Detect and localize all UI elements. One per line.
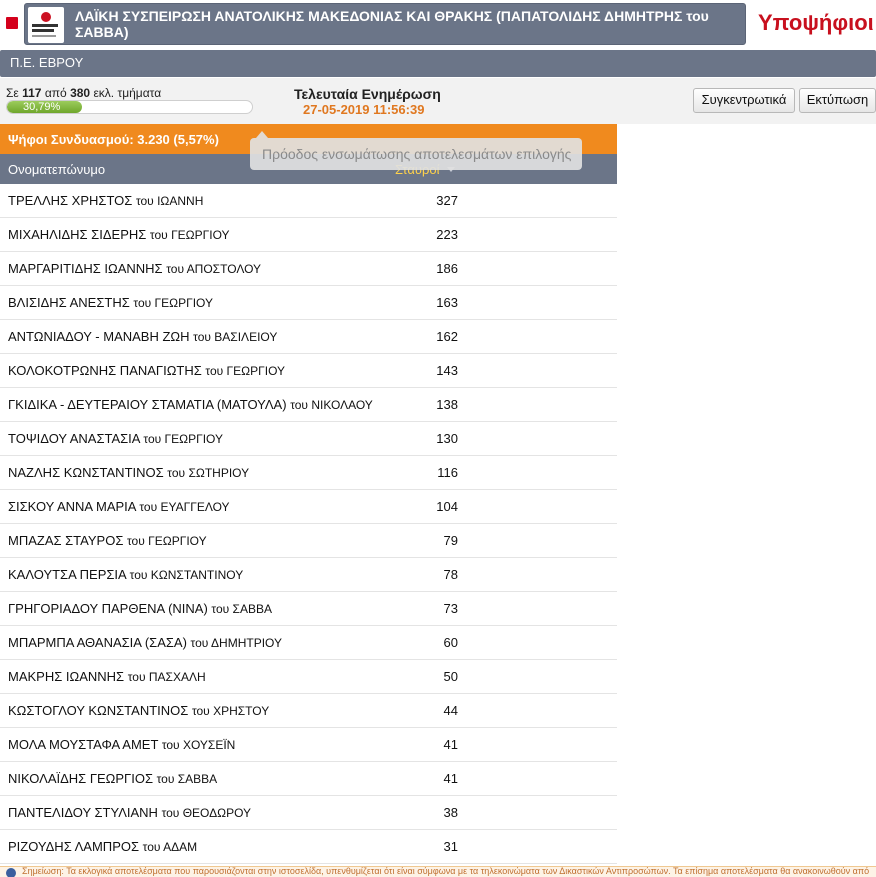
table-row — [0, 762, 617, 796]
candidate-name: ΝΙΚΟΛΑΪΔΗΣ ΓΕΩΡΓΙΟΣ του ΣΑΒΒΑ — [8, 771, 218, 786]
candidate-name: ΚΩΣΤΟΓΛΟΥ ΚΩΝΣΤΑΝΤΙΝΟΣ του ΧΡΗΣΤΟΥ — [8, 703, 270, 718]
summary-button[interactable]: Συγκεντρωτικά — [693, 88, 795, 113]
candidate-name: ΜΠΑΖΑΣ ΣΤΑΥΡΟΣ του ΓΕΩΡΓΙΟΥ — [8, 533, 207, 548]
party-banner — [24, 3, 746, 45]
table-row — [0, 354, 617, 388]
progress-bar — [6, 100, 253, 114]
notice-bar — [0, 866, 876, 877]
table-row — [0, 388, 617, 422]
table-row — [0, 660, 617, 694]
table-row — [0, 286, 617, 320]
party-color-marker — [6, 17, 18, 29]
candidate-votes: 73 — [443, 601, 458, 616]
candidate-name: ΤΟΨΙΔΟΥ ΑΝΑΣΤΑΣΙΑ του ΓΕΩΡΓΙΟΥ — [8, 431, 223, 446]
candidate-name: ΚΑΛΟΥΤΣΑ ΠΕΡΣΙΑ του ΚΩΝΣΤΑΝΤΙΝΟΥ — [8, 567, 244, 582]
table-row — [0, 626, 617, 660]
table-row — [0, 558, 617, 592]
last-update-datetime: 27-05-2019 11:56:39 — [303, 102, 425, 117]
table-row — [0, 320, 617, 354]
candidate-name: ΝΑΖΛΗΣ ΚΩΝΣΤΑΝΤΙΝΟΣ του ΣΩΤΗΡΙΟΥ — [8, 465, 250, 480]
table-row — [0, 252, 617, 286]
table-row — [0, 796, 617, 830]
progress-percent: 30,79% — [23, 101, 61, 113]
candidate-votes: 138 — [436, 397, 458, 412]
last-update-label: Τελευταία Ενημέρωση — [294, 86, 441, 102]
tooltip-text: Πρόοδος ενσωμάτωσης αποτελεσμάτων επιλογής — [262, 146, 572, 162]
candidate-name: ΜΠΑΡΜΠΑ ΑΘΑΝΑΣΙΑ (ΣΑΣΑ) του ΔΗΜΗΤΡΙΟΥ — [8, 635, 282, 650]
party-name: ΛΑΪΚΗ ΣΥΣΠΕΙΡΩΣΗ ΑΝΑΤΟΛΙΚΗΣ ΜΑΚΕΔΟΝΙΑΣ ΚΑΙ ΘΡΑΚΗΣ (ΠΑΠΑΤΟΛΙΔΗΣ ΔΗΜΗΤΡΗΣ του ΣΑΒΒΑ) — [75, 8, 709, 40]
status-strip — [0, 78, 876, 124]
candidate-name: ΣΙΣΚΟΥ ΑΝΝΑ ΜΑΡΙΑ του ΕΥΑΓΓΕΛΟΥ — [8, 499, 230, 514]
candidate-name: ΜΑΚΡΗΣ ΙΩΑΝΝΗΣ του ΠΑΣΧΑΛΗ — [8, 669, 206, 684]
region-bar — [0, 50, 876, 77]
region-label: Π.Ε. ΕΒΡΟΥ — [10, 55, 84, 70]
table-row — [0, 184, 617, 218]
candidate-name: ΒΛΙΣΙΔΗΣ ΑΝΕΣΤΗΣ του ΓΕΩΡΓΙΟΥ — [8, 295, 213, 310]
table-row — [0, 524, 617, 558]
candidate-votes: 327 — [436, 193, 458, 208]
table-row — [0, 456, 617, 490]
candidate-votes: 41 — [443, 737, 458, 752]
candidate-name: ΓΚΙΔΙΚΑ - ΔΕΥΤΕΡΑΙΟΥ ΣΤΑΜΑΤΙΑ (ΜΑΤΟΥΛΑ) του ΝΙΚΟΛΑΟΥ — [8, 397, 373, 412]
candidate-name: ΠΑΝΤΕΛΙΔΟΥ ΣΤΥΛΙΑΝΗ του ΘΕΟΔΩΡΟΥ — [8, 805, 252, 820]
candidate-name: ΓΡΗΓΟΡΙΑΔΟΥ ΠΑΡΘΕΝΑ (ΝΙΝΑ) του ΣΑΒΒΑ — [8, 601, 272, 616]
candidate-name: ΡΙΖΟΥΔΗΣ ΛΑΜΠΡΟΣ του ΑΔΑΜ — [8, 839, 198, 854]
candidate-votes: 60 — [443, 635, 458, 650]
page-header — [0, 0, 876, 48]
candidate-votes: 162 — [436, 329, 458, 344]
candidate-votes: 104 — [436, 499, 458, 514]
table-row — [0, 422, 617, 456]
progress-tooltip — [250, 138, 582, 170]
table-row — [0, 490, 617, 524]
candidate-votes: 41 — [443, 771, 458, 786]
column-header-name[interactable]: Ονοματεπώνυμο — [8, 162, 106, 177]
table-row — [0, 694, 617, 728]
candidate-votes: 44 — [443, 703, 458, 718]
candidate-votes: 50 — [443, 669, 458, 684]
candidates-table — [0, 184, 617, 864]
table-row — [0, 592, 617, 626]
sections-counted: 117 — [22, 86, 42, 100]
print-button[interactable]: Εκτύπωση — [799, 88, 876, 113]
candidate-votes: 186 — [436, 261, 458, 276]
candidate-votes: 79 — [443, 533, 458, 548]
candidate-votes: 78 — [443, 567, 458, 582]
candidate-name: ΜΙΧΑΗΛΙΔΗΣ ΣΙΔΕΡΗΣ του ΓΕΩΡΓΙΟΥ — [8, 227, 230, 242]
table-row — [0, 728, 617, 762]
candidate-votes: 31 — [443, 839, 458, 854]
candidate-name: ΜΟΛΑ ΜΟΥΣΤΑΦΑ ΑΜΕΤ του ΧΟΥΣΕΪΝ — [8, 737, 236, 752]
candidate-name: ΑΝΤΩΝΙΑΔΟΥ - ΜΑΝΑΒΗ ΖΩΗ του ΒΑΣΙΛΕΙΟΥ — [8, 329, 278, 344]
candidate-votes: 223 — [436, 227, 458, 242]
candidate-name: ΜΑΡΓΑΡΙΤΙΔΗΣ ΙΩΑΝΝΗΣ του ΑΠΟΣΤΟΛΟΥ — [8, 261, 262, 276]
notice-text: Σημείωση: Τα εκλογικά αποτελέσματα που παρουσιάζονται στην ιστοσελίδα, υπενθυμίζεται ότι είναι σύμφωνα με τα τηλεκοινώματα των Δικαστικών Αντιπροσώπων. Τα επίσημα αποτελέσματα θα ανακοινωθούν από — [22, 866, 870, 876]
party-logo-icon — [28, 7, 64, 43]
candidate-votes: 38 — [443, 805, 458, 820]
candidate-votes: 163 — [436, 295, 458, 310]
candidate-votes: 143 — [436, 363, 458, 378]
table-row — [0, 218, 617, 252]
combined-votes-text: Ψήφοι Συνδυασμού: 3.230 (5,57%) — [8, 132, 219, 147]
candidate-votes: 130 — [436, 431, 458, 446]
sections-total: 380 — [70, 86, 91, 100]
candidate-name: ΤΡΕΛΛΗΣ ΧΡΗΣΤΟΣ του ΙΩΑΝΝΗ — [8, 193, 204, 208]
candidate-votes: 116 — [437, 465, 458, 480]
sections-counter: Σε 117 από 380 εκλ. τμήματα — [6, 86, 162, 100]
page-title: Υποψήφιοι — [758, 10, 874, 35]
candidate-name: ΚΟΛΟΚΟΤΡΩΝΗΣ ΠΑΝΑΓΙΩΤΗΣ του ΓΕΩΡΓΙΟΥ — [8, 363, 286, 378]
table-row — [0, 830, 617, 864]
